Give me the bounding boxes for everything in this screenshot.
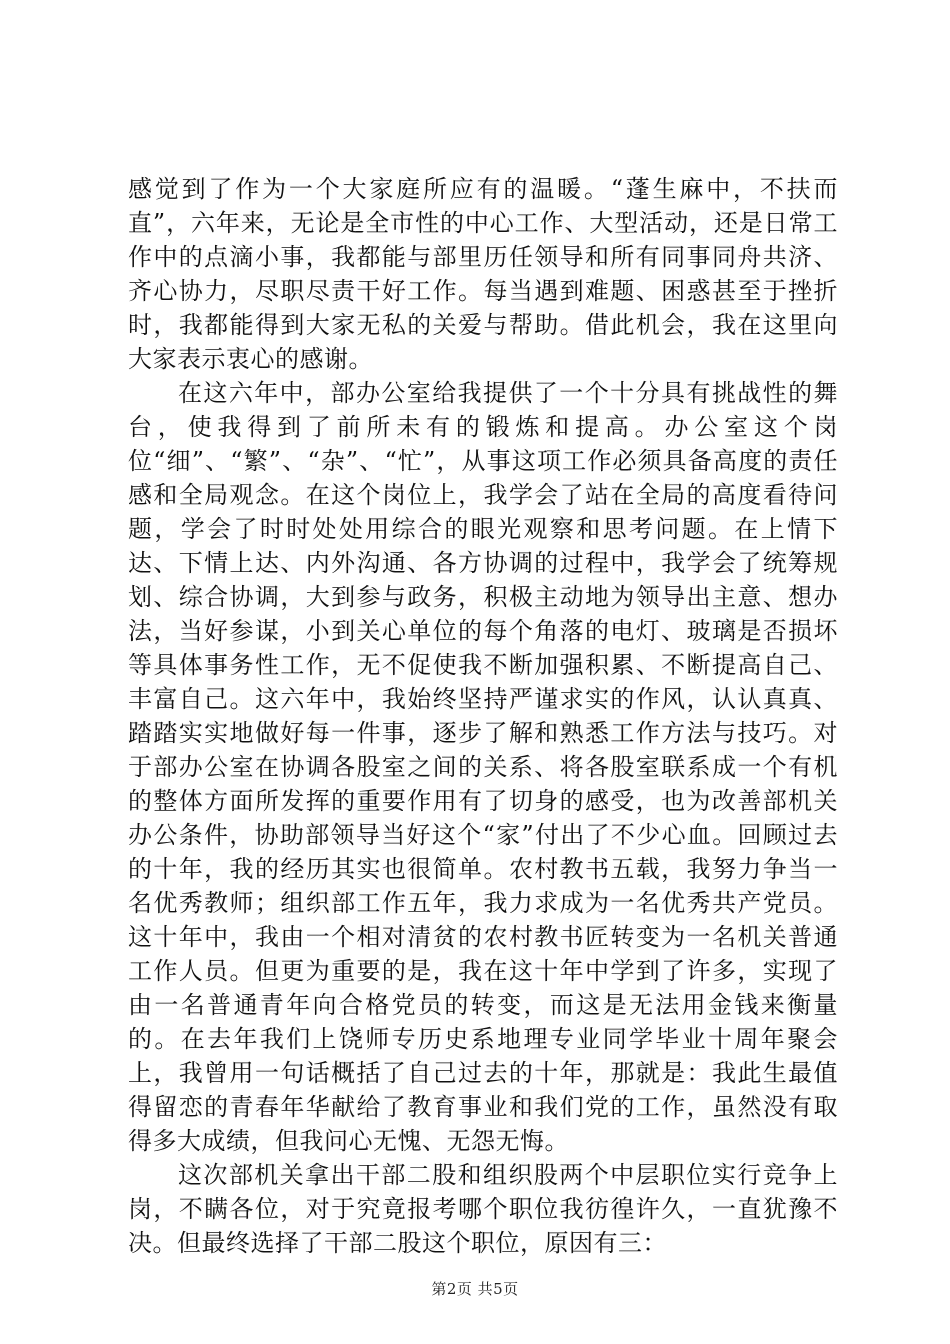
paragraph-3: 这次部机关拿出干部二股和组织股两个中层职位实行竞争上岗，不瞒各位，对于究竟报考哪个职位我彷徨许久，一直犹豫不决。但最终选择了干部二股这个职位，原因有三： (128, 1161, 838, 1257)
paragraph-1: 感觉到了作为一个大家庭所应有的温暖。“蓬生麻中，不扶而直”，六年来，无论是全市性的中心工作、大型活动，还是日常工作中的点滴小事，我都能与部里历任领导和所有同事同舟共济、齐心协力，尽职尽责干好工作。每当遇到难题、困惑甚至于挫折时，我都能得到大家无私的关爱与帮助。借此机会，我在这里向大家表示衷心的感谢。 (128, 175, 838, 373)
document-body (128, 172, 838, 1260)
page-number-footer: 第2页 共5页 (431, 1280, 519, 1298)
paragraph-2: 在这六年中，部办公室给我提供了一个十分具有挑战性的舞台，使我得到了前所未有的锻炼和提高。办公室这个岗位“细”、“繁”、“杂”、“忙”，从事这项工作必须具备高度的责任感和全局观念。在这个岗位上，我学会了站在全局的高度看待问题，学会了时时处处用综合的眼光观察和思考问题。在上情下达、下情上达、内外沟通、各方协调的过程中，我学会了统筹规划、综合协调，大到参与政务，积极主动地为领导出主意、想办法，当好参谋，小到关心单位的每个角落的电灯、玻璃是否损坏等具体事务性工作，无不促使我不断加强积累、不断提高自己、丰富自己。这六年中，我始终坚持严谨求实的作风，认认真真、踏踏实实地做好每一件事，逐步了解和熟悉工作方法与技巧。对于部办公室在协调各股室之间的关系、将各股室联系成一个有机的整体方面所发挥的重要作用有了切身的感受，也为改善部机关办公条件，协助部领导当好这个“家”付出了不少心血。回顾过去的十年，我的经历其实也很简单。农村教书五载，我努力争当一名优秀教师；组织部工作五年，我力求成为一名优秀共产党员。这十年中，我由一个相对清贫的农村教书匠转变为一名机关普通工作人员。但更为重要的是，我在这十年中学到了许多，实现了由一名普通青年向合格党员的转变，而这是无法用金钱来衡量的。在去年我们上饶师专历史系地理专业同学毕业十周年聚会上，我曾用一句话概括了自己过去的十年，那就是：我此生最值得留恋的青春年华献给了教育事业和我们党的工作，虽然没有取得多大成绩，但我问心无愧、无怨无悔。 (128, 379, 838, 1155)
